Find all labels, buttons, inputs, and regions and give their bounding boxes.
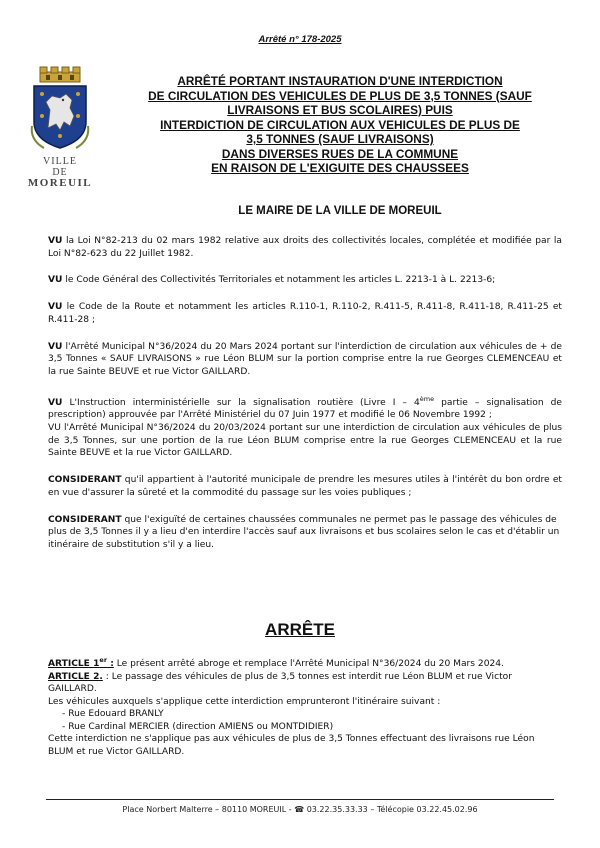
article-1-text: Le présent arrêté abroge et remplace l'Arrêté Municipal N°36/2024 du 20 Mars 2024. [113,659,504,670]
title-line: LIVRAISONS ET BUS SCOLAIRES) PUIS [227,103,453,117]
itinerary-intro: Les véhicules auxquels s'applique cette interdiction emprunteront l'itinéraire suivant : [48,696,441,707]
article-1-colon: : [107,659,114,670]
considerant-keyword: CONSIDERANT [48,514,122,525]
vu-paragraph [48,341,562,379]
vu-keyword: VU [48,302,63,313]
considerant-paragraph [48,474,562,499]
decree-body [48,235,562,566]
vu-text: le Code Général des Collectivités Territoriales et notamment les articles L. 2213-1 à L. 2213-6; [62,275,496,286]
vu-keyword: VU [48,397,63,408]
decree-title [110,74,570,176]
article-2-label: ARTICLE 2. [48,671,103,682]
vu-paragraph [48,274,562,287]
vu-text: partie – signalisation de prescription) approuvée par l'Arrêté Ministériel du 07 Juin 1977 et modifié le 06 Novembre 1992 ; [48,397,562,421]
vu-text: L'Instruction interministérielle sur la signalisation routière (Livre I – 4 [62,397,420,408]
vu-keyword: VU [48,236,63,246]
town-name [26,156,94,189]
vu-instruction-paragraph [48,393,562,422]
article-1 [48,654,562,671]
title-line: DE CIRCULATION DES VEHICULES DE PLUS DE 3,5 TONNES (SAUF [148,88,532,103]
footer-address: Place Norbert Malterre – 80110 MOREUIL - [122,805,295,814]
town-line-3: MOREUIL [27,177,93,189]
vu-text: le Code de la Route et notamment les articles R.110-1, R.110-2, R.411-5, R.411-8, R.411-18, R.411-25 et R.411-28 ; [48,302,562,325]
article-1-label [48,656,114,670]
coat-of-arms-icon [30,66,90,150]
vu-paragraph [48,301,562,326]
vu-keyword: VU [48,341,63,352]
title-line: EN RAISON DE L'EXIGUITE DES CHAUSSEES [211,161,469,175]
title-line: INTERDICTION DE CIRCULATION AUX VEHICULES DE PLUS DE [160,117,520,132]
superscript: ème [419,394,435,403]
vu-keyword: VU [48,275,63,286]
town-line-2: DE [52,167,68,178]
exception-text: Cette interdiction ne s'applique pas aux véhicules de plus de 3,5 Tonnes effectuant des livraisons rue Léon BLUM et rue Victor GAILLARD. [48,734,535,757]
considerant-text: qu'il appartient à l'autorité municipale de prendre les mesures utiles à l'intérêt du bon ordre et en vue d'assurer la sûreté et la commodité du passage sur les voies publiques ; [48,475,562,498]
article-2-text: : Le passage des véhicules de plus de 3,5 tonnes est interdit rue Léon BLUM et rue Victor GAILLARD. [48,671,512,695]
footer-divider [46,799,554,800]
decree-reference: Arrêté n° 178-2025 [258,34,342,45]
article-2 [48,671,562,696]
considerant-keyword: CONSIDERANT [48,475,122,486]
list-item: - Rue Cardinal MERCIER (direction AMIENS ou MONTDIDIER) [62,721,562,734]
articles-section [48,654,562,758]
footer [0,805,600,814]
authority-heading: LE MAIRE DE LA VILLE DE MOREUIL [238,205,442,217]
title-line: ARRÊTÉ PORTANT INSTAURATION D'UNE INTERDICTION [177,74,503,88]
article-1-label-text: ARTICLE 1 [48,659,100,670]
superscript: er [99,656,108,664]
vu-paragraph [48,235,562,260]
footer-phone: 03.22.35.33.33 – Télécopie 03.22.45.02.96 [304,805,478,814]
phone-icon: ☎ [294,805,305,814]
town-line-1: VILLE [43,156,77,167]
vu-text: l'Arrêté Municipal N°36/2024 du 20 Mars 2024 portant sur l'interdiction de circulation aux véhicules de + de 3,5 Tonnes « SAUF LIVRAISONS » rue Léon BLUM sur la portion comprise entre la rue Georges CLEMENCEAU et la rue Sainte BEUVE et rue Victor GAILLARD. [48,341,562,377]
vu-paragraph: VU l'Arrêté Municipal N°36/2024 du 20/03/2024 portant sur une interdiction de circulation aux véhicules de plus de 3,5 Tonnes, sur une portion de la rue Léon BLUM comprise entre la rue Georges CLEMENCEAU et la rue Sainte BEUVE et la rue Victor GAILLARD. [48,423,562,459]
itinerary-list [48,708,562,733]
considerant-text: que l'exiguïté de certaines chaussées communales ne permet pas le passage des véhicules de plus de 3,5 Tonnes il y a lieu d'en interdire l'accès sauf aux livraisons et bus scolaires selon le cas et d'établir un itinéraire de substitution s'il y a lieu. [48,514,560,550]
vu-text: la Loi N°82-213 du 02 mars 1982 relative aux droits des collectivités locales, complétée et modifiée par la Loi N°82-623 du 22 Juillet 1982. [48,236,562,259]
title-line: DANS DIVERSES RUES DE LA COMMUNE [221,146,459,161]
considerant-paragraph [48,514,562,552]
arrete-heading: ARRÊTE [265,620,335,639]
list-item: - Rue Edouard BRANLY [62,708,562,721]
title-line: 3,5 TONNES (SAUF LIVRAISONS) [246,132,434,146]
